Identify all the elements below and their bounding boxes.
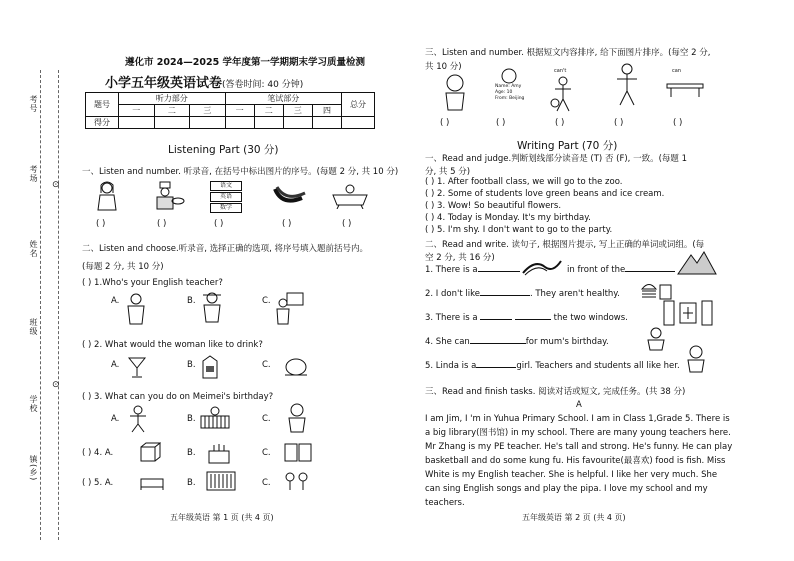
judge-item[interactable]: ( ) 1. After football class, we will go to the zoo. [425, 177, 623, 187]
town-label: 镇(乡) [29, 455, 38, 482]
page1-footer: 五年级英语 第 1 页 (共 4 页) [170, 513, 274, 522]
write-5-b: girl. Teachers and students all like her. [516, 361, 680, 371]
passage-line: White is my English teacher. She is helpful. I like her very much. She [425, 470, 718, 480]
paper-title [105, 72, 405, 91]
passage-line: teachers. [425, 498, 465, 508]
score-input[interactable] [342, 117, 375, 129]
write-2-b: . They aren't healthy. [529, 289, 620, 299]
writing-cell: 笔试部分 [225, 93, 341, 105]
name-label: 姓名 [29, 240, 38, 258]
tea-picture [282, 354, 310, 380]
write-3-b: the two windows. [553, 313, 628, 323]
write-item-3 [425, 311, 628, 323]
s1-paren-5[interactable]: ( ) [342, 219, 352, 229]
question-1: ( ) 1.Who's your English teacher? [82, 278, 223, 288]
cake-picture [205, 440, 233, 466]
s3-paren-3[interactable]: ( ) [555, 118, 565, 128]
judge-item[interactable]: ( ) 3. Wow! So beautiful flowers. [425, 201, 562, 211]
passage-line: basketball and do some kung fu. His favourite(最喜欢) food is fish. Miss [425, 456, 726, 466]
total-cell: 总分 [342, 93, 375, 117]
num-cell: 一 [119, 105, 155, 117]
pingpong-picture [610, 62, 644, 108]
boy-sad-picture [440, 72, 470, 112]
num-cell: 二 [154, 105, 190, 117]
s3-paren-4[interactable]: ( ) [614, 118, 624, 128]
bath-picture [330, 182, 370, 210]
question-5: ( ) 5. A. [82, 478, 114, 488]
info-name: Name: Amy [495, 84, 522, 89]
blank-input[interactable] [480, 311, 512, 320]
basketball-picture [548, 74, 578, 114]
num-cell: 一 [225, 105, 254, 117]
blank-input[interactable] [515, 311, 551, 320]
bed-picture [138, 470, 166, 492]
reading-passage [425, 412, 733, 510]
q1-blackboard-picture [272, 290, 306, 326]
listen-s1: 一、Listen and number. 听录音, 在括号中标出图片的序号。(每题 2 分, 共 10 分) [82, 167, 399, 177]
q5-opt-c[interactable]: C. [262, 478, 271, 488]
judge-item[interactable]: ( ) 2. Some of students love green beans and ice cream. [425, 189, 665, 199]
milk-picture [198, 354, 222, 380]
info-from: From: Beijing [495, 96, 525, 101]
score-input[interactable] [283, 117, 312, 129]
q4-opt-b[interactable]: B. [187, 448, 196, 458]
class-label: 班级 [29, 318, 38, 336]
writing-s3: 三、Read and finish tasks. 阅读对话或短文, 完成任务。(共 38 分) [425, 387, 686, 397]
score-table [85, 92, 375, 129]
q1-man-picture [198, 290, 226, 324]
s3-paren-5[interactable]: ( ) [673, 118, 683, 128]
q3-opt-a[interactable]: A. [111, 414, 120, 424]
info-age: Age: 10 [495, 90, 513, 95]
write-2-a: 2. I don't like [425, 289, 480, 299]
blank-input[interactable] [625, 263, 675, 272]
s3-paren-1[interactable]: ( ) [440, 118, 450, 128]
girl-picture [682, 344, 710, 374]
cant-caption: can't [554, 68, 567, 74]
school-label: 学校 [29, 395, 38, 413]
judge-item[interactable]: ( ) 4. Today is Monday. It's my birthday. [425, 213, 591, 223]
write-4-b: for mum's birthday. [525, 337, 609, 347]
exam-time: (答卷时间: 40 分钟) [222, 80, 304, 90]
books-picture [210, 181, 242, 213]
score-input[interactable] [154, 117, 190, 129]
score-input[interactable] [312, 117, 341, 129]
q1-woman-picture [122, 292, 150, 326]
listen-s3: 三、Listen and number. 根据短文内容排序, 给下面图片排序。(每空 2 分, [425, 48, 711, 58]
book-chinese: 语文 [210, 181, 242, 191]
q3-opt-b[interactable]: B. [187, 414, 196, 424]
dance-picture [124, 404, 152, 434]
info-card [495, 84, 524, 102]
question-4: ( ) 4. A. [82, 448, 114, 458]
exam-no-label: 考号 [29, 95, 38, 113]
binding-line [40, 70, 41, 540]
bananas-picture [272, 182, 308, 210]
can-caption: can [672, 68, 681, 74]
passage-line: Mr Zhang is my PE teacher. He's tall and strong. He's funny. He can play [425, 442, 733, 452]
s3-picture-2 [496, 68, 526, 82]
s1-paren-1[interactable]: ( ) [96, 219, 106, 229]
q1-opt-c[interactable]: C. [262, 296, 271, 306]
page2-footer: 五年级英语 第 2 页 (共 4 页) [522, 513, 626, 522]
table-picture [664, 76, 706, 100]
blank-input[interactable] [476, 359, 516, 368]
score-input[interactable] [254, 117, 283, 129]
question-2: ( ) 2. What would the woman like to drink? [82, 340, 263, 350]
write-item-4 [425, 335, 609, 347]
mountain-picture [677, 248, 717, 276]
blank-input[interactable] [478, 263, 520, 272]
paper-title-text: 小学五年级英语试卷 [105, 76, 223, 91]
s3-paren-2[interactable]: ( ) [496, 118, 506, 128]
num-cell: 三 [190, 105, 226, 117]
binding-line-inner [58, 70, 59, 540]
passage-a-label: A [576, 400, 582, 410]
book-math: 数学 [210, 203, 242, 213]
q5-opt-b[interactable]: B. [187, 478, 196, 488]
fold-mark-2: ⊙ [52, 380, 60, 390]
q1-opt-a[interactable]: A. [111, 296, 120, 306]
score-input[interactable] [190, 117, 226, 129]
write-item-5 [425, 359, 680, 371]
cook-child-picture [282, 402, 312, 434]
write-item-2 [425, 287, 620, 299]
tihao-cell: 题号 [86, 93, 119, 117]
passage-line: can sing English songs and play the pipa. I love my school and my [425, 484, 708, 494]
cake-cook-picture [644, 326, 668, 352]
write-3-a: 3. There is a [425, 313, 478, 323]
juice-picture [124, 354, 150, 380]
q2-opt-c[interactable]: C. [262, 360, 271, 370]
fold-mark: ⊙ [52, 180, 60, 190]
book-english: 英语 [210, 192, 242, 202]
listening-title: Listening Part (30 分) [168, 144, 279, 156]
judge-item[interactable]: ( ) 5. I'm shy. I don't want to go to the party. [425, 225, 613, 235]
listen-s2: 二、Listen and choose.听录音, 选择正确的选项, 将序号填入题前括号内。 [82, 244, 369, 254]
write-1-a: 1. There is a [425, 265, 478, 275]
passage-line: I am Jim, I 'm in Yuhua Primary School. I am in Class 1,Grade 5. There is [425, 414, 730, 424]
num-cell: 四 [312, 105, 341, 117]
q3-opt-c[interactable]: C. [262, 414, 271, 424]
writing-s2-score: 空 2 分, 共 16 分) [425, 253, 495, 263]
q2-opt-a[interactable]: A. [111, 360, 120, 370]
score-input[interactable] [225, 117, 254, 129]
write-5-a: 5. Linda is a [425, 361, 477, 371]
passage-line: a big library(图书馆) in my school. There are many young teachers here. [425, 428, 731, 438]
blank-input[interactable] [470, 335, 526, 344]
box-picture [138, 440, 162, 464]
s1-paren-3[interactable]: ( ) [214, 219, 224, 229]
write-1-b: in front of the [567, 265, 626, 275]
write-4-a: 4. She can [425, 337, 470, 347]
writing-title: Writing Part (70 分) [517, 140, 618, 152]
room-label: 考场 [29, 165, 38, 183]
cook-picture [150, 180, 186, 212]
river-picture [520, 254, 564, 278]
teacher-picture [92, 180, 122, 212]
piano-picture [198, 404, 232, 434]
score-input[interactable] [119, 117, 155, 129]
bookshelf-picture [205, 470, 237, 492]
blank-input[interactable] [480, 287, 530, 296]
q1-opt-b[interactable]: B. [187, 296, 196, 306]
write-item-1 [425, 263, 520, 275]
question-3: ( ) 3. What can you do on Meimei's birthday? [82, 392, 274, 402]
listening-cell: 听力部分 [119, 93, 226, 105]
writing-s1-score: 分, 共 5 分) [425, 167, 471, 177]
writing-s1: 一、Read and judge.判断划线部分读音是 (T) 否 (F), 一致。(每题 1 [425, 154, 688, 164]
flowers-picture [282, 470, 312, 492]
q4-opt-c[interactable]: C. [262, 448, 271, 458]
cans-picture [282, 440, 314, 464]
num-cell: 二 [254, 105, 283, 117]
s1-paren-4[interactable]: ( ) [282, 219, 292, 229]
defen-cell: 得分 [86, 117, 119, 129]
exam-title: 遵化市 2024—2025 学年度第一学期期末学习质量检测 [125, 57, 365, 68]
windows-picture [662, 298, 714, 328]
write-item-1-b [567, 263, 675, 275]
q2-opt-b[interactable]: B. [187, 360, 196, 370]
listen-s2-score: (每题 2 分, 共 10 分) [82, 262, 164, 272]
writing-s2: 二、Read and write. 读句子, 根据图片提示, 写上正确的单词或词组。(每 [425, 240, 705, 250]
listen-s3-score: 共 10 分) [425, 62, 462, 72]
s1-paren-2[interactable]: ( ) [157, 219, 167, 229]
num-cell: 三 [283, 105, 312, 117]
